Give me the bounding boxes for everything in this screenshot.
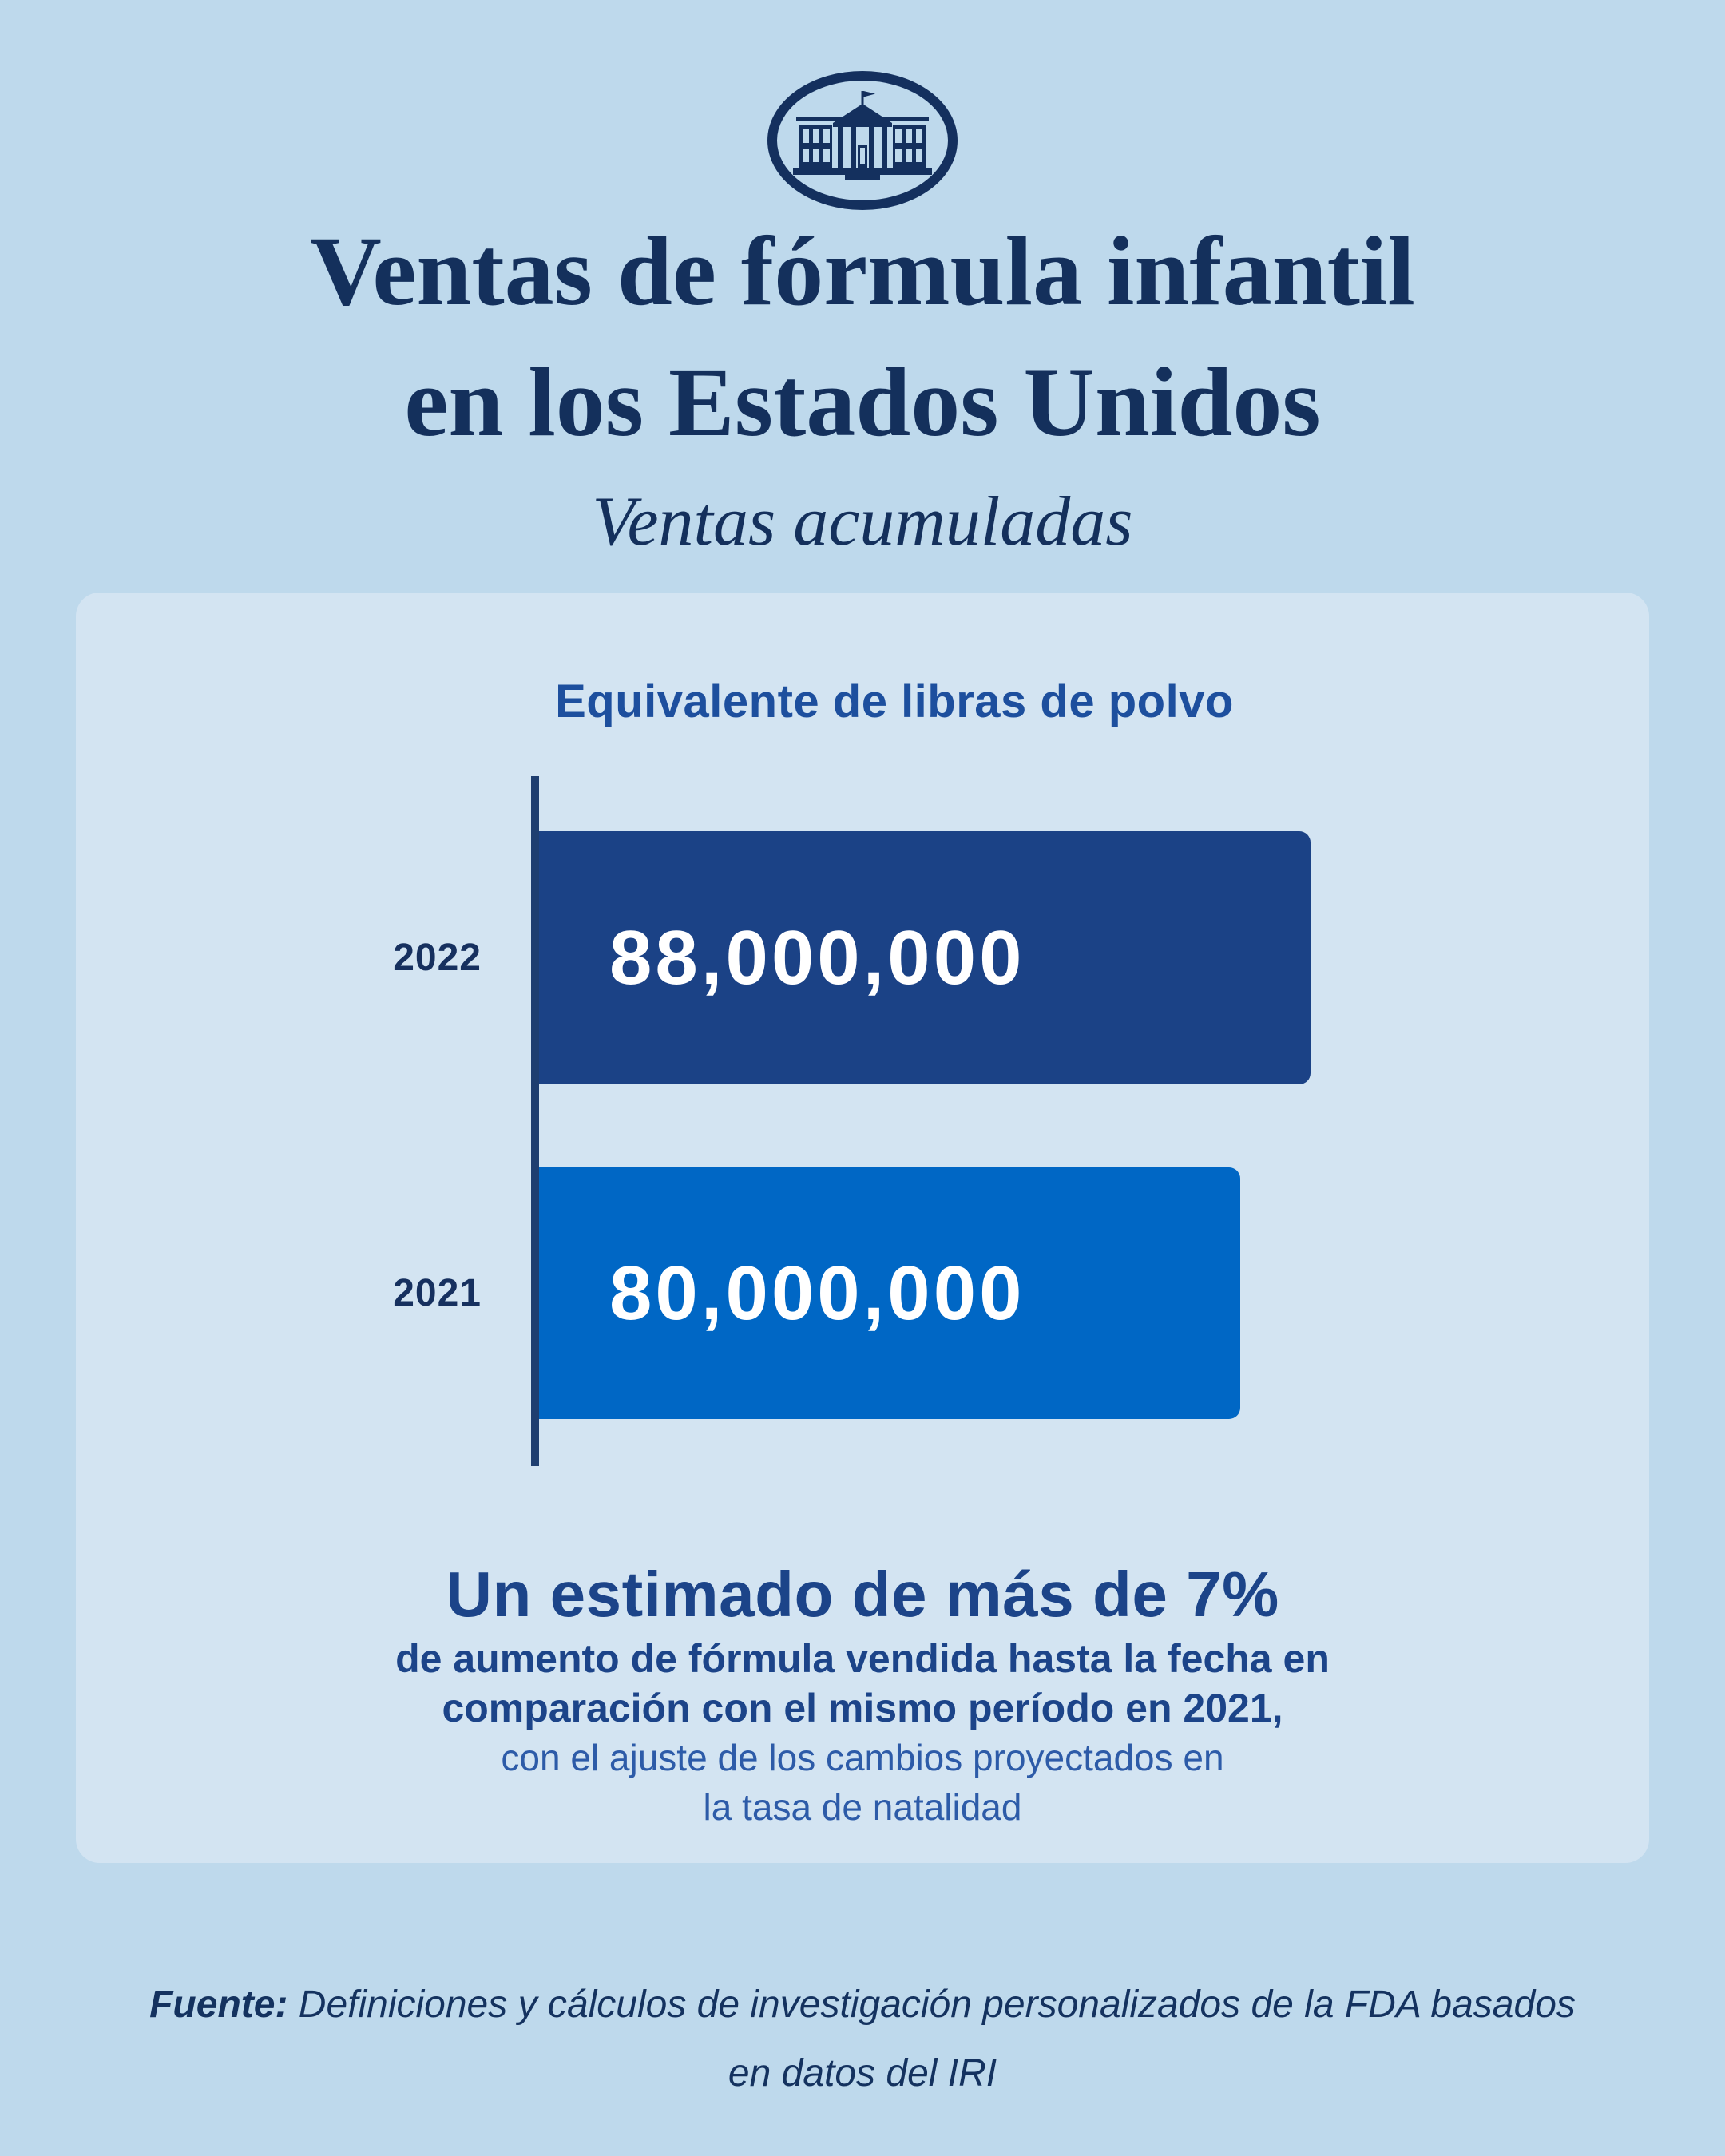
bar-category-label-2022: 2022 (393, 937, 482, 979)
estimate-headline: Un estimado de más de 7% (446, 1559, 1279, 1630)
bar-2021 (539, 1167, 1240, 1419)
page-title-line1: Ventas de fórmula infantil (310, 216, 1415, 326)
source-footer (0, 1971, 1725, 2108)
bar-category-label-2021: 2021 (393, 1272, 482, 1314)
page-subtitle: Ventas acumuladas (592, 483, 1133, 561)
source-line2: en datos del IRI (728, 2052, 997, 2095)
bar-2022 (539, 831, 1311, 1084)
bar-row-2022 (76, 831, 1311, 1084)
bar-value-2022: 88,000,000 (609, 914, 1025, 1001)
source-text: Definiciones y cálculos de investigación personalizados de la FDA basados (288, 1984, 1576, 2026)
bar-value-2021: 80,000,000 (609, 1250, 1025, 1336)
estimate-line1: de aumento de fórmula vendida hasta la fecha en (395, 1636, 1330, 1681)
estimate-line2: comparación con el mismo período en 2021, (442, 1686, 1283, 1730)
bar-row-2021 (76, 1167, 1240, 1419)
estimate-line3: con el ajuste de los cambios proyectados en (501, 1737, 1224, 1778)
chart-title: Equivalente de libras de polvo (555, 676, 1234, 727)
chart-card (76, 593, 1649, 1863)
source-label: Fuente: (149, 1984, 288, 2026)
estimate-text-block (76, 1556, 1649, 1832)
source-line1 (0, 1971, 1725, 2039)
page-title-line2: en los Estados Unidos (404, 347, 1321, 457)
page-title (0, 206, 1725, 468)
estimate-line4: la tasa de natalidad (703, 1786, 1022, 1828)
white-house-icon (763, 69, 962, 216)
